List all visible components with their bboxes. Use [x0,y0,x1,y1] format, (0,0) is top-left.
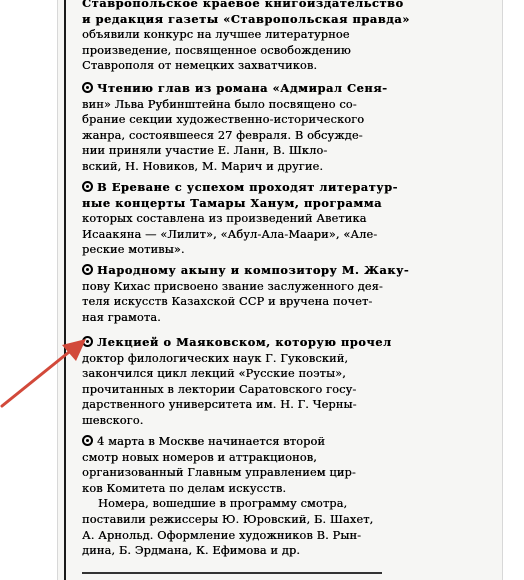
text-line: ная грамота. [82,310,161,324]
text-line: жанра, состоявшееся 27 февраля. В обсужде- [82,128,363,142]
text-line: Исаакяна — «Лилит», «Абул-Ала-Маари», «Але- [82,227,378,241]
text-line: Ставрополя от немецких захватчиков. [82,59,318,73]
lead-text: 4 марта в Москве начинается второй [97,435,326,448]
text-line: брание секции художественно-исторического [82,113,365,127]
paragraph-6 [82,434,496,559]
text-line: реские мотивы». [82,243,185,257]
text-line: поставили режиссеры Ю. Юровский, Б. Шахет, [82,512,374,526]
text-line: произведение, посвященное освобождению [82,43,351,57]
paragraph-4 [82,263,496,325]
text-line: теля искусств Казахской ССР и вручена почет- [82,295,373,309]
bullet-icon [82,82,93,93]
text-line: ные концерты Тамары Ханум, программа [82,195,383,210]
text-line: доктор филологических наук Г. Гуковский, [82,351,349,365]
text-line: прочитанных в лектории Саратовского госу- [82,382,357,396]
bullet-icon [82,264,93,275]
text-line: А. Арнольд. Оформление художников В. Рын- [82,528,362,542]
text-line: дина, Б. Эрдмана, К. Ефимова и др. [82,544,301,558]
text-line: нии приняли участие Е. Ланн, В. Шкло- [82,144,328,158]
text-line: пову Кихас присвоено звание заслуженного дея- [82,279,383,293]
text-line: вский, Н. Новиков, М. Марич и другие. [82,159,324,173]
text-line [82,335,496,351]
paragraph-1 [82,0,496,74]
text-line: дарственного университета им. Н. Г. Черны- [82,398,357,412]
bottom-rule [82,572,382,574]
paragraph-3 [82,180,496,258]
text-line [82,180,496,196]
lead-text: Чтению глав из романа «Адмирал Сеня- [97,81,388,95]
bullet-icon [82,435,93,446]
text-line: Номера, вошедшие в программу смотра, [98,497,348,511]
paragraph-5 [82,335,496,429]
text-line [82,81,496,97]
lead-text: В Ереване с успехом проходят литератур- [97,180,398,194]
text-line: смотр новых номеров и аттракционов, [82,450,317,464]
lead-text: Народному акыну и композитору М. Жаку- [97,263,410,277]
text-line: и редакция газеты «Ставропольская правда» [82,11,410,26]
text-line: закончился цикл лекций «Русские поэты», [82,367,346,381]
text-line: которых составлена из произведений Аветика [82,212,367,226]
text-line [82,263,496,279]
text-line: Ставропольское краевое книгоиздательство [82,0,404,10]
text-line: ков Комитета по делам искусств. [82,481,287,495]
paragraph-2 [82,81,496,175]
lead-text: Лекцией о Маяковском, которую прочел [97,335,392,349]
column-rule [64,0,66,580]
text-line [82,434,496,450]
red-arrow-annotation [0,330,90,410]
text-line: вин» Льва Рубинштейна было посвящено со- [82,97,357,111]
text-line: организованный Главным управлением цир- [82,466,356,480]
text-line: шевского. [82,413,144,427]
bullet-icon [82,181,93,192]
text-line: объявили конкурс на лучшее литературное [82,28,350,42]
